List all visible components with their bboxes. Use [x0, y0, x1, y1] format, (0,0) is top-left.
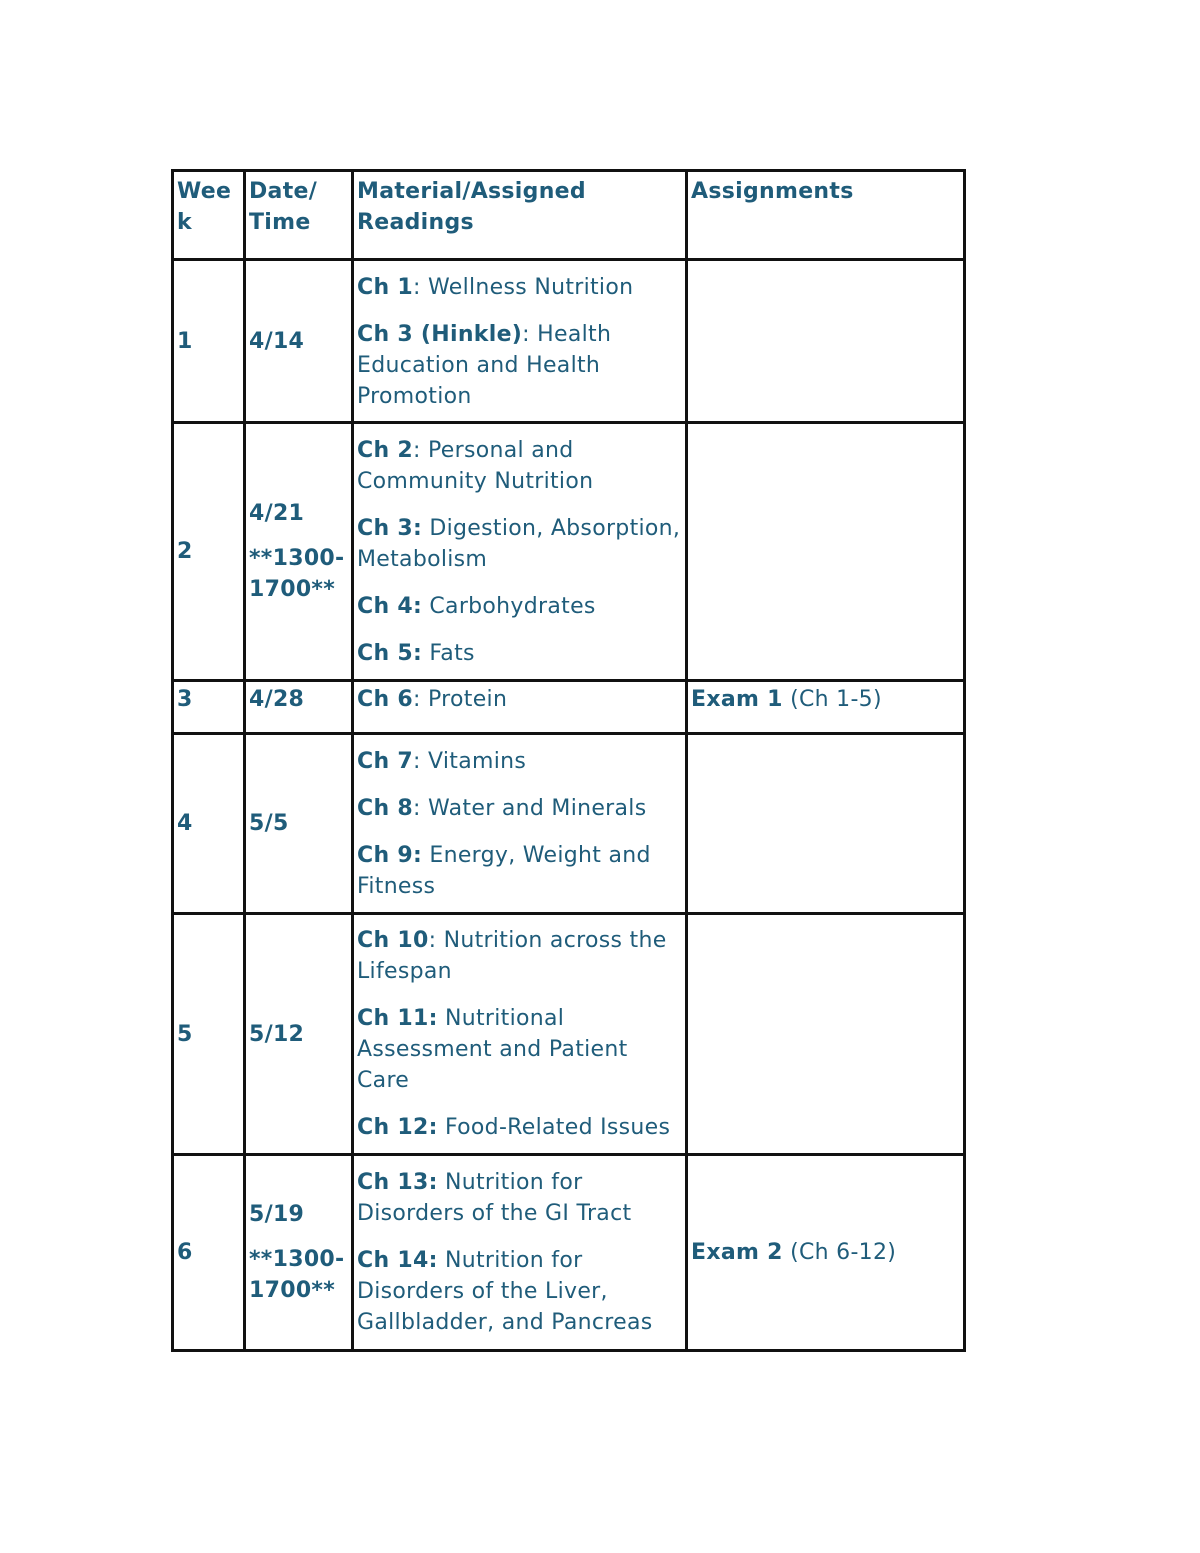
week-cell: 3	[173, 681, 245, 734]
date-text: 4/14	[249, 328, 305, 354]
chapter-title: Vitamins	[428, 748, 527, 774]
table-row	[173, 914, 965, 1155]
assignment-cell	[687, 734, 965, 914]
chapter-label: Ch 10	[357, 928, 429, 953]
chapter-title: Fats	[429, 640, 475, 666]
chapter-separator: :	[412, 795, 428, 821]
chapter-title: Wellness Nutrition	[428, 275, 634, 300]
chapter-label: Ch 13:	[357, 1170, 438, 1195]
chapter-title: Digestion, Absorption, Metabolism	[357, 515, 681, 572]
chapter-label: Ch 6	[357, 687, 413, 712]
date-cell	[245, 681, 353, 734]
reading-item	[357, 1245, 685, 1338]
table-row	[173, 1155, 965, 1351]
date-text: 4/28	[249, 687, 305, 712]
header-date-time: Date/ Time	[245, 171, 353, 260]
chapter-title: Protein	[428, 687, 508, 712]
assignment-cell	[687, 681, 965, 734]
chapter-label: Ch 9:	[357, 842, 423, 868]
header-material-readings: Material/Assigned Readings	[353, 171, 687, 260]
chapter-separator	[438, 1248, 445, 1273]
chapter-separator: :	[522, 322, 538, 347]
reading-item	[357, 684, 685, 715]
reading-item	[357, 1112, 685, 1143]
material-cell	[353, 1155, 687, 1351]
reading-item	[357, 925, 685, 987]
table-row	[173, 734, 965, 914]
chapter-separator: :	[412, 437, 428, 463]
header-row	[173, 171, 965, 260]
assignment-cell	[687, 1155, 965, 1351]
material-cell	[353, 914, 687, 1155]
date-cell	[245, 1155, 353, 1351]
course-schedule-table	[171, 169, 966, 1352]
chapter-separator: :	[428, 928, 444, 953]
material-cell	[353, 423, 687, 681]
week-cell: 2	[173, 423, 245, 681]
table-row	[173, 423, 965, 681]
reading-item	[357, 1003, 685, 1096]
chapter-separator	[438, 1170, 445, 1195]
chapter-label: Ch 3:	[357, 515, 423, 541]
material-cell	[353, 734, 687, 914]
date-cell	[245, 914, 353, 1155]
date-cell	[245, 734, 353, 914]
reading-item	[357, 840, 685, 902]
chapter-label: Ch 4:	[357, 593, 423, 619]
chapter-title: Water and Minerals	[428, 795, 647, 821]
chapter-label: Ch 12:	[357, 1115, 438, 1140]
reading-item	[357, 1167, 685, 1229]
chapter-label: Ch 3 (Hinkle)	[357, 322, 523, 347]
chapter-title: Food-Related Issues	[444, 1115, 671, 1140]
chapter-label: Ch 1	[357, 275, 413, 300]
material-cell	[353, 260, 687, 423]
assignment-label: Exam 2	[691, 1240, 783, 1265]
assignment-label: Exam 1	[691, 687, 783, 712]
reading-item	[357, 591, 685, 622]
chapter-separator: :	[412, 748, 428, 774]
week-cell: 1	[173, 260, 245, 423]
date-text: 4/21	[249, 501, 305, 526]
assignment-cell	[687, 260, 965, 423]
material-cell	[353, 681, 687, 734]
reading-item	[357, 319, 685, 412]
chapter-label: Ch 5:	[357, 640, 423, 666]
date-text: 5/19	[249, 1202, 305, 1227]
chapter-title: Health Education and Health Promotion	[357, 322, 612, 409]
date-cell	[245, 423, 353, 681]
table-row	[173, 260, 965, 423]
chapter-title: Energy, Weight and Fitness	[357, 842, 651, 899]
week-cell: 6	[173, 1155, 245, 1351]
header-assignments: Assignments	[687, 171, 965, 260]
chapter-title: Nutrition for Disorders of the GI Tract	[357, 1170, 632, 1226]
reading-item	[357, 638, 685, 669]
assignment-cell	[687, 914, 965, 1155]
chapter-separator	[438, 1006, 445, 1031]
week-cell: 5	[173, 914, 245, 1155]
date-time-text: **1300-1700**	[249, 546, 345, 602]
assignment-detail: (Ch 6-12)	[790, 1240, 897, 1265]
chapter-title: Nutrition for Disorders of the Liver, Gallbladder, and Pancreas	[357, 1248, 653, 1335]
chapter-label: Ch 2	[357, 437, 413, 463]
header-week: Wee k	[173, 171, 245, 260]
chapter-separator: :	[412, 687, 428, 712]
date-time-text: **1300-1700**	[249, 1247, 345, 1303]
schedule-body	[173, 260, 965, 1351]
week-cell: 4	[173, 734, 245, 914]
chapter-label: Ch 11:	[357, 1006, 438, 1031]
reading-item	[357, 435, 685, 497]
date-cell	[245, 260, 353, 423]
reading-item	[357, 272, 685, 303]
chapter-title: Nutrition across the Lifespan	[357, 928, 667, 984]
reading-item	[357, 793, 685, 824]
assignment-cell	[687, 423, 965, 681]
chapter-title: Carbohydrates	[429, 593, 596, 619]
chapter-separator: :	[412, 275, 428, 300]
chapter-title: Nutritional Assessment and Patient Care	[357, 1006, 628, 1093]
chapter-separator	[438, 1115, 445, 1140]
chapter-label: Ch 14:	[357, 1248, 438, 1273]
reading-item	[357, 746, 685, 777]
chapter-title: Personal and Community Nutrition	[357, 437, 594, 494]
table-row	[173, 681, 965, 734]
date-text: 5/5	[249, 811, 289, 836]
chapter-label: Ch 8	[357, 795, 413, 821]
date-text: 5/12	[249, 1021, 305, 1047]
reading-item	[357, 513, 685, 575]
chapter-label: Ch 7	[357, 748, 413, 774]
assignment-detail: (Ch 1-5)	[790, 687, 882, 712]
